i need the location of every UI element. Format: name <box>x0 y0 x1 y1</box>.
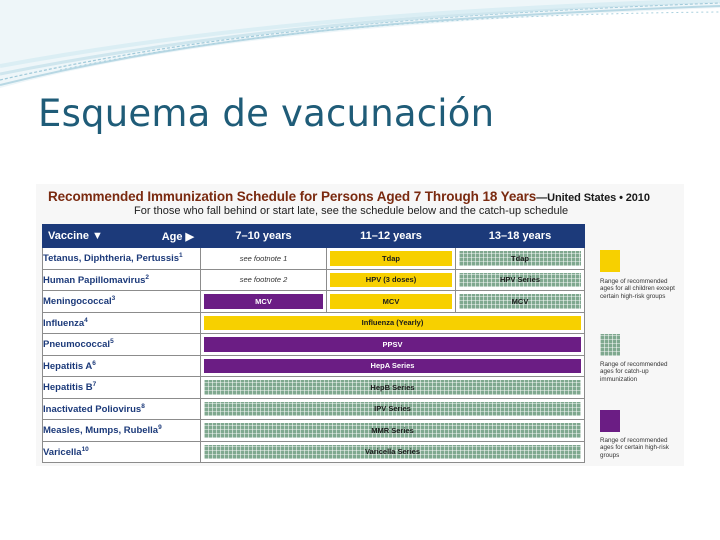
table-row <box>43 377 585 399</box>
table-row <box>43 355 585 377</box>
schedule-bar: HPV Series <box>459 273 581 288</box>
vaccine-name: Pneumococcal$^5$ <box>43 334 201 356</box>
legend-text-yellow: Range of recommended ages for all children except certain high-risk groups <box>600 278 675 300</box>
table-row <box>43 312 585 334</box>
decorative-swoosh <box>0 0 720 90</box>
schedule-subtitle: For those who fall behind or start late, see the schedule below and the catch-up schedule <box>134 205 569 217</box>
cell-7-10 <box>201 269 327 291</box>
vaccine-name: Hepatitis $A^6$ <box>43 355 201 377</box>
table-row <box>43 334 585 356</box>
cell-all-ages <box>201 441 585 463</box>
vaccine-name: Hepatitis $B^7$ <box>43 377 201 399</box>
vaccine-name: Measles, Mumps, Rubella$^9$ <box>43 420 201 442</box>
header-col-7-10: 7–10 years <box>201 225 327 248</box>
schedule-bar: HepA Series <box>204 359 581 374</box>
schedule-bar: MMR Series <box>204 423 581 438</box>
header-vaccine-age <box>43 225 201 248</box>
footnote-note: see footnote 1 <box>239 253 288 263</box>
legend-text-purple: Range of recommended ages for certain high-risk groups <box>600 437 669 459</box>
schedule-title-suffix: —United States • 2010 <box>536 192 650 204</box>
cell-all-ages <box>201 334 585 356</box>
vaccine-name: Human Papillomavirus$^2$ <box>43 269 201 291</box>
cell-all-ages <box>201 355 585 377</box>
vaccine-name: Inactivated Poliovirus$^8$ <box>43 398 201 420</box>
schedule-bar: Tdap <box>459 251 581 266</box>
header-col-11-12: 11–12 years <box>327 225 456 248</box>
schedule-title <box>48 189 650 204</box>
table-row <box>43 420 585 442</box>
legend-text-green: Range of recommended ages for catch-up immunization <box>600 361 668 383</box>
schedule-bar: HepB Series <box>204 380 581 395</box>
legend-swatch-purple <box>600 410 620 432</box>
schedule-bar: Tdap <box>330 251 452 266</box>
table-row <box>43 291 585 313</box>
cell-all-ages <box>201 398 585 420</box>
schedule-bar: MCV <box>330 294 452 309</box>
header-age: Age ▶ <box>161 230 194 243</box>
table-row <box>43 248 585 270</box>
footnote-note: see footnote 2 <box>239 275 288 285</box>
cell-11-12 <box>327 291 456 313</box>
cell-13-18 <box>456 269 585 291</box>
cell-7-10 <box>201 248 327 270</box>
table-row <box>43 269 585 291</box>
table-row <box>43 441 585 463</box>
header-col-13-18: 13–18 years <box>456 225 585 248</box>
table-header-row <box>43 225 585 248</box>
schedule-bar: HPV (3 doses) <box>330 273 452 288</box>
slide-title: Esquema de vacunación <box>38 92 495 135</box>
schedule-bar: MCV <box>459 294 581 309</box>
schedule-bar: Influenza (Yearly) <box>204 316 581 331</box>
cell-11-12 <box>327 248 456 270</box>
cell-all-ages <box>201 377 585 399</box>
schedule-bar: IPV Series <box>204 402 581 417</box>
table-row <box>43 398 585 420</box>
cell-7-10 <box>201 291 327 313</box>
cell-all-ages <box>201 420 585 442</box>
schedule-bar: MCV <box>204 294 323 309</box>
vaccine-name: Varicella$^{10}$ <box>43 441 201 463</box>
vaccine-name: Tetanus, Diphtheria, Pertussis$^1$ <box>43 248 201 270</box>
legend-swatch-green <box>600 334 620 356</box>
cell-13-18 <box>456 291 585 313</box>
cell-13-18 <box>456 248 585 270</box>
schedule-title-main: Recommended Immunization Schedule for Persons Aged 7 Through 18 Years <box>48 189 537 204</box>
header-vaccine: Vaccine ▼ <box>48 229 103 242</box>
cell-11-12 <box>327 269 456 291</box>
legend-swatch-yellow <box>600 250 620 272</box>
schedule-bar: PPSV <box>204 337 581 352</box>
immunization-table <box>42 224 585 463</box>
vaccine-name: Influenza$^4$ <box>43 312 201 334</box>
cell-all-ages <box>201 312 585 334</box>
schedule-bar: Varicella Series <box>204 445 581 460</box>
vaccine-name: Meningococcal$^3$ <box>43 291 201 313</box>
